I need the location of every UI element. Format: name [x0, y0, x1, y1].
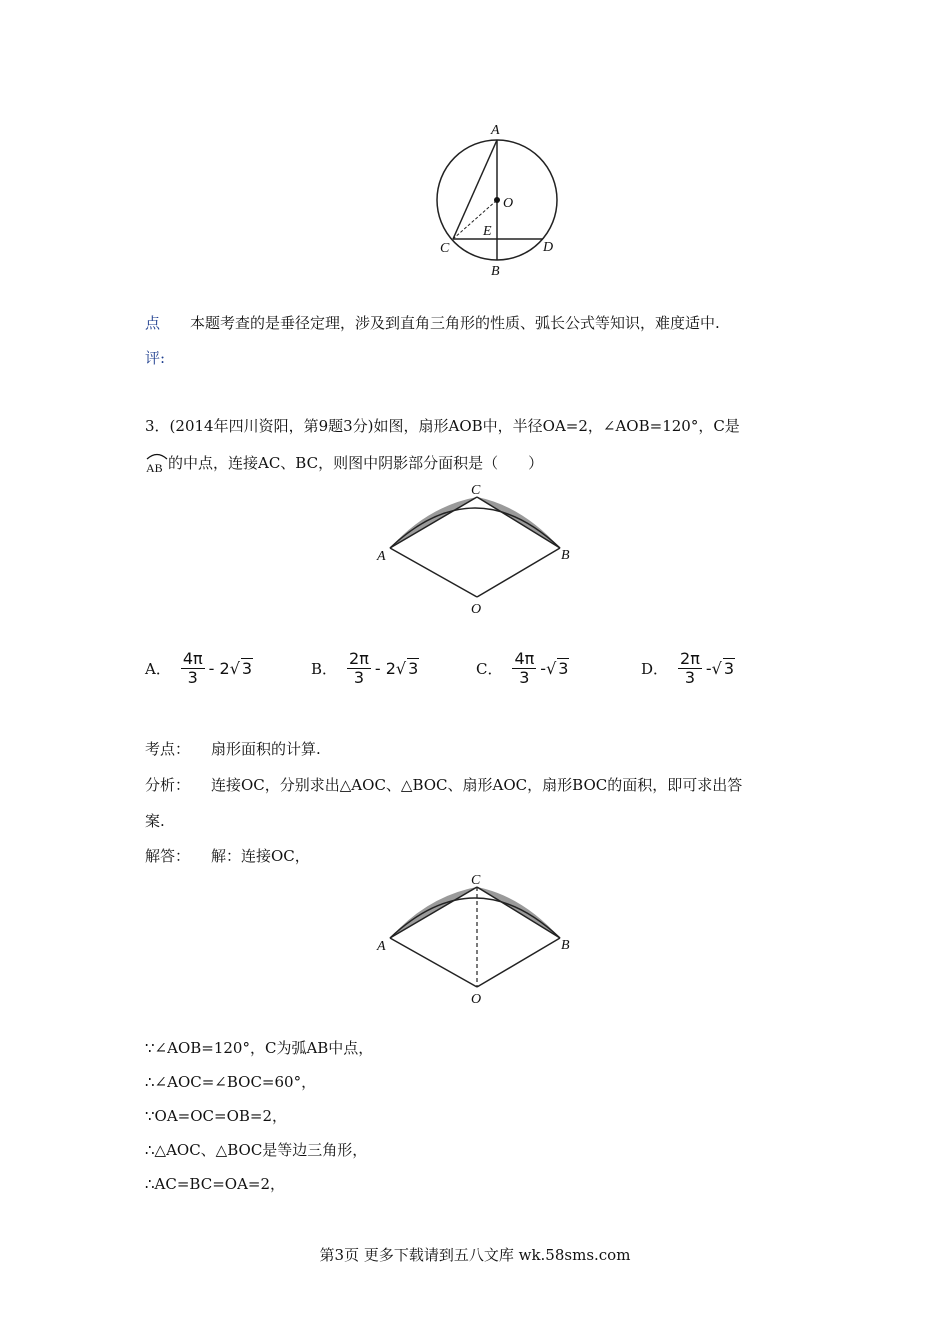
comment-label-2: 评:	[145, 349, 166, 367]
label-a: A	[377, 549, 386, 564]
solution-step-3: ∵OA=OC=OB=2，	[145, 1107, 288, 1125]
label-b: B	[491, 264, 500, 279]
fenxi-cont: 案.	[145, 812, 165, 830]
denominator: 3	[519, 667, 530, 687]
chord-ac	[390, 887, 477, 938]
label-o: O	[471, 602, 482, 617]
label-b: B	[561, 548, 570, 563]
label-a: A	[377, 939, 386, 954]
radicand: 3	[558, 659, 569, 678]
jieda-label: 解答：	[145, 847, 191, 865]
comment-text: 本题考查的是垂径定理，涉及到直角三角形的性质、弧长公式等知识，难度适中.	[190, 314, 720, 332]
arc-ab	[390, 508, 560, 548]
label-o: O	[471, 992, 482, 1007]
option-d[interactable]	[641, 648, 735, 688]
kaodian-text: 扇形面积的计算.	[211, 740, 321, 758]
question-line-1: 3．(2014年四川资阳，第9题3分)如图，扇形AOB中，半径OA=2，∠AOB=120°，C是	[145, 417, 740, 435]
chord-ac	[390, 497, 477, 548]
arc-symbol	[145, 450, 169, 474]
radicand: 3	[408, 659, 419, 678]
numerator: 2π	[349, 648, 369, 668]
option-letter: A．	[145, 659, 171, 678]
label-c: C	[471, 483, 481, 498]
fraction	[347, 650, 371, 687]
sqrt-icon: √	[395, 658, 407, 678]
option-letter: C．	[476, 659, 503, 678]
sqrt-icon: √	[229, 658, 240, 678]
solution-step-2: ∴∠AOC=∠BOC=60°，	[145, 1073, 317, 1091]
chord-bc	[477, 497, 560, 548]
radicand: 3	[241, 659, 253, 678]
label-a: A	[491, 123, 500, 138]
page-footer: 第3页 更多下载请到五八文库 wk.58sms.com	[319, 1246, 631, 1264]
label-c: C	[440, 241, 450, 256]
option-b[interactable]	[311, 648, 419, 688]
option-letter: B．	[311, 659, 338, 678]
solution-step-5: ∴AC=BC=OA=2，	[145, 1175, 286, 1193]
arc-ab	[390, 898, 560, 938]
question-line-2: 的中点，连接AC、BC，则图中阴影部分面积是（ ）	[168, 454, 544, 472]
fraction	[181, 650, 205, 687]
radicand: 3	[723, 659, 735, 678]
fenxi-label: 分析：	[145, 776, 191, 794]
jieda-text: 解：连接OC，	[211, 847, 310, 865]
minus-term: -	[705, 658, 712, 678]
sector-figure	[370, 480, 580, 620]
label-b: B	[561, 938, 570, 953]
denominator: 3	[353, 667, 365, 687]
center-point	[494, 197, 500, 203]
minus-term: - 2	[208, 658, 230, 678]
denominator: 3	[684, 667, 696, 687]
sqrt-icon: √	[711, 658, 722, 678]
chord-bc	[477, 887, 560, 938]
kaodian-label: 考点：	[145, 740, 191, 758]
radius-oa	[390, 548, 477, 597]
option-c[interactable]	[476, 648, 569, 688]
radius-ob	[477, 938, 560, 987]
circle-figure	[425, 115, 575, 285]
numerator: 4π	[182, 648, 203, 668]
solution-step-4: ∴△AOC、△BOC是等边三角形，	[145, 1141, 368, 1159]
radius-oa	[390, 938, 477, 987]
label-o: O	[503, 196, 514, 211]
fenxi-text: 连接OC，分别求出△AOC、△BOC、扇形AOC，扇形BOC的面积，即可求出答	[211, 776, 743, 794]
fraction	[512, 650, 536, 687]
sqrt-icon: √	[546, 658, 557, 678]
label-d: D	[543, 240, 554, 255]
solution-step-1: ∵∠AOB=120°，C为弧AB中点，	[145, 1039, 374, 1057]
label-c: C	[471, 873, 481, 888]
radius-ob	[477, 548, 560, 597]
denominator: 3	[187, 667, 198, 687]
fraction	[678, 650, 702, 687]
minus-term: -	[540, 658, 547, 678]
numerator: 4π	[514, 648, 535, 668]
option-a[interactable]	[145, 648, 253, 688]
comment-label-1: 点	[145, 314, 161, 332]
sector-figure-oc	[370, 870, 580, 1010]
numerator: 2π	[680, 648, 700, 668]
arc-name: AB	[146, 461, 163, 474]
option-letter: D．	[641, 659, 669, 678]
minus-term: - 2	[374, 658, 396, 678]
label-e: E	[483, 224, 492, 239]
